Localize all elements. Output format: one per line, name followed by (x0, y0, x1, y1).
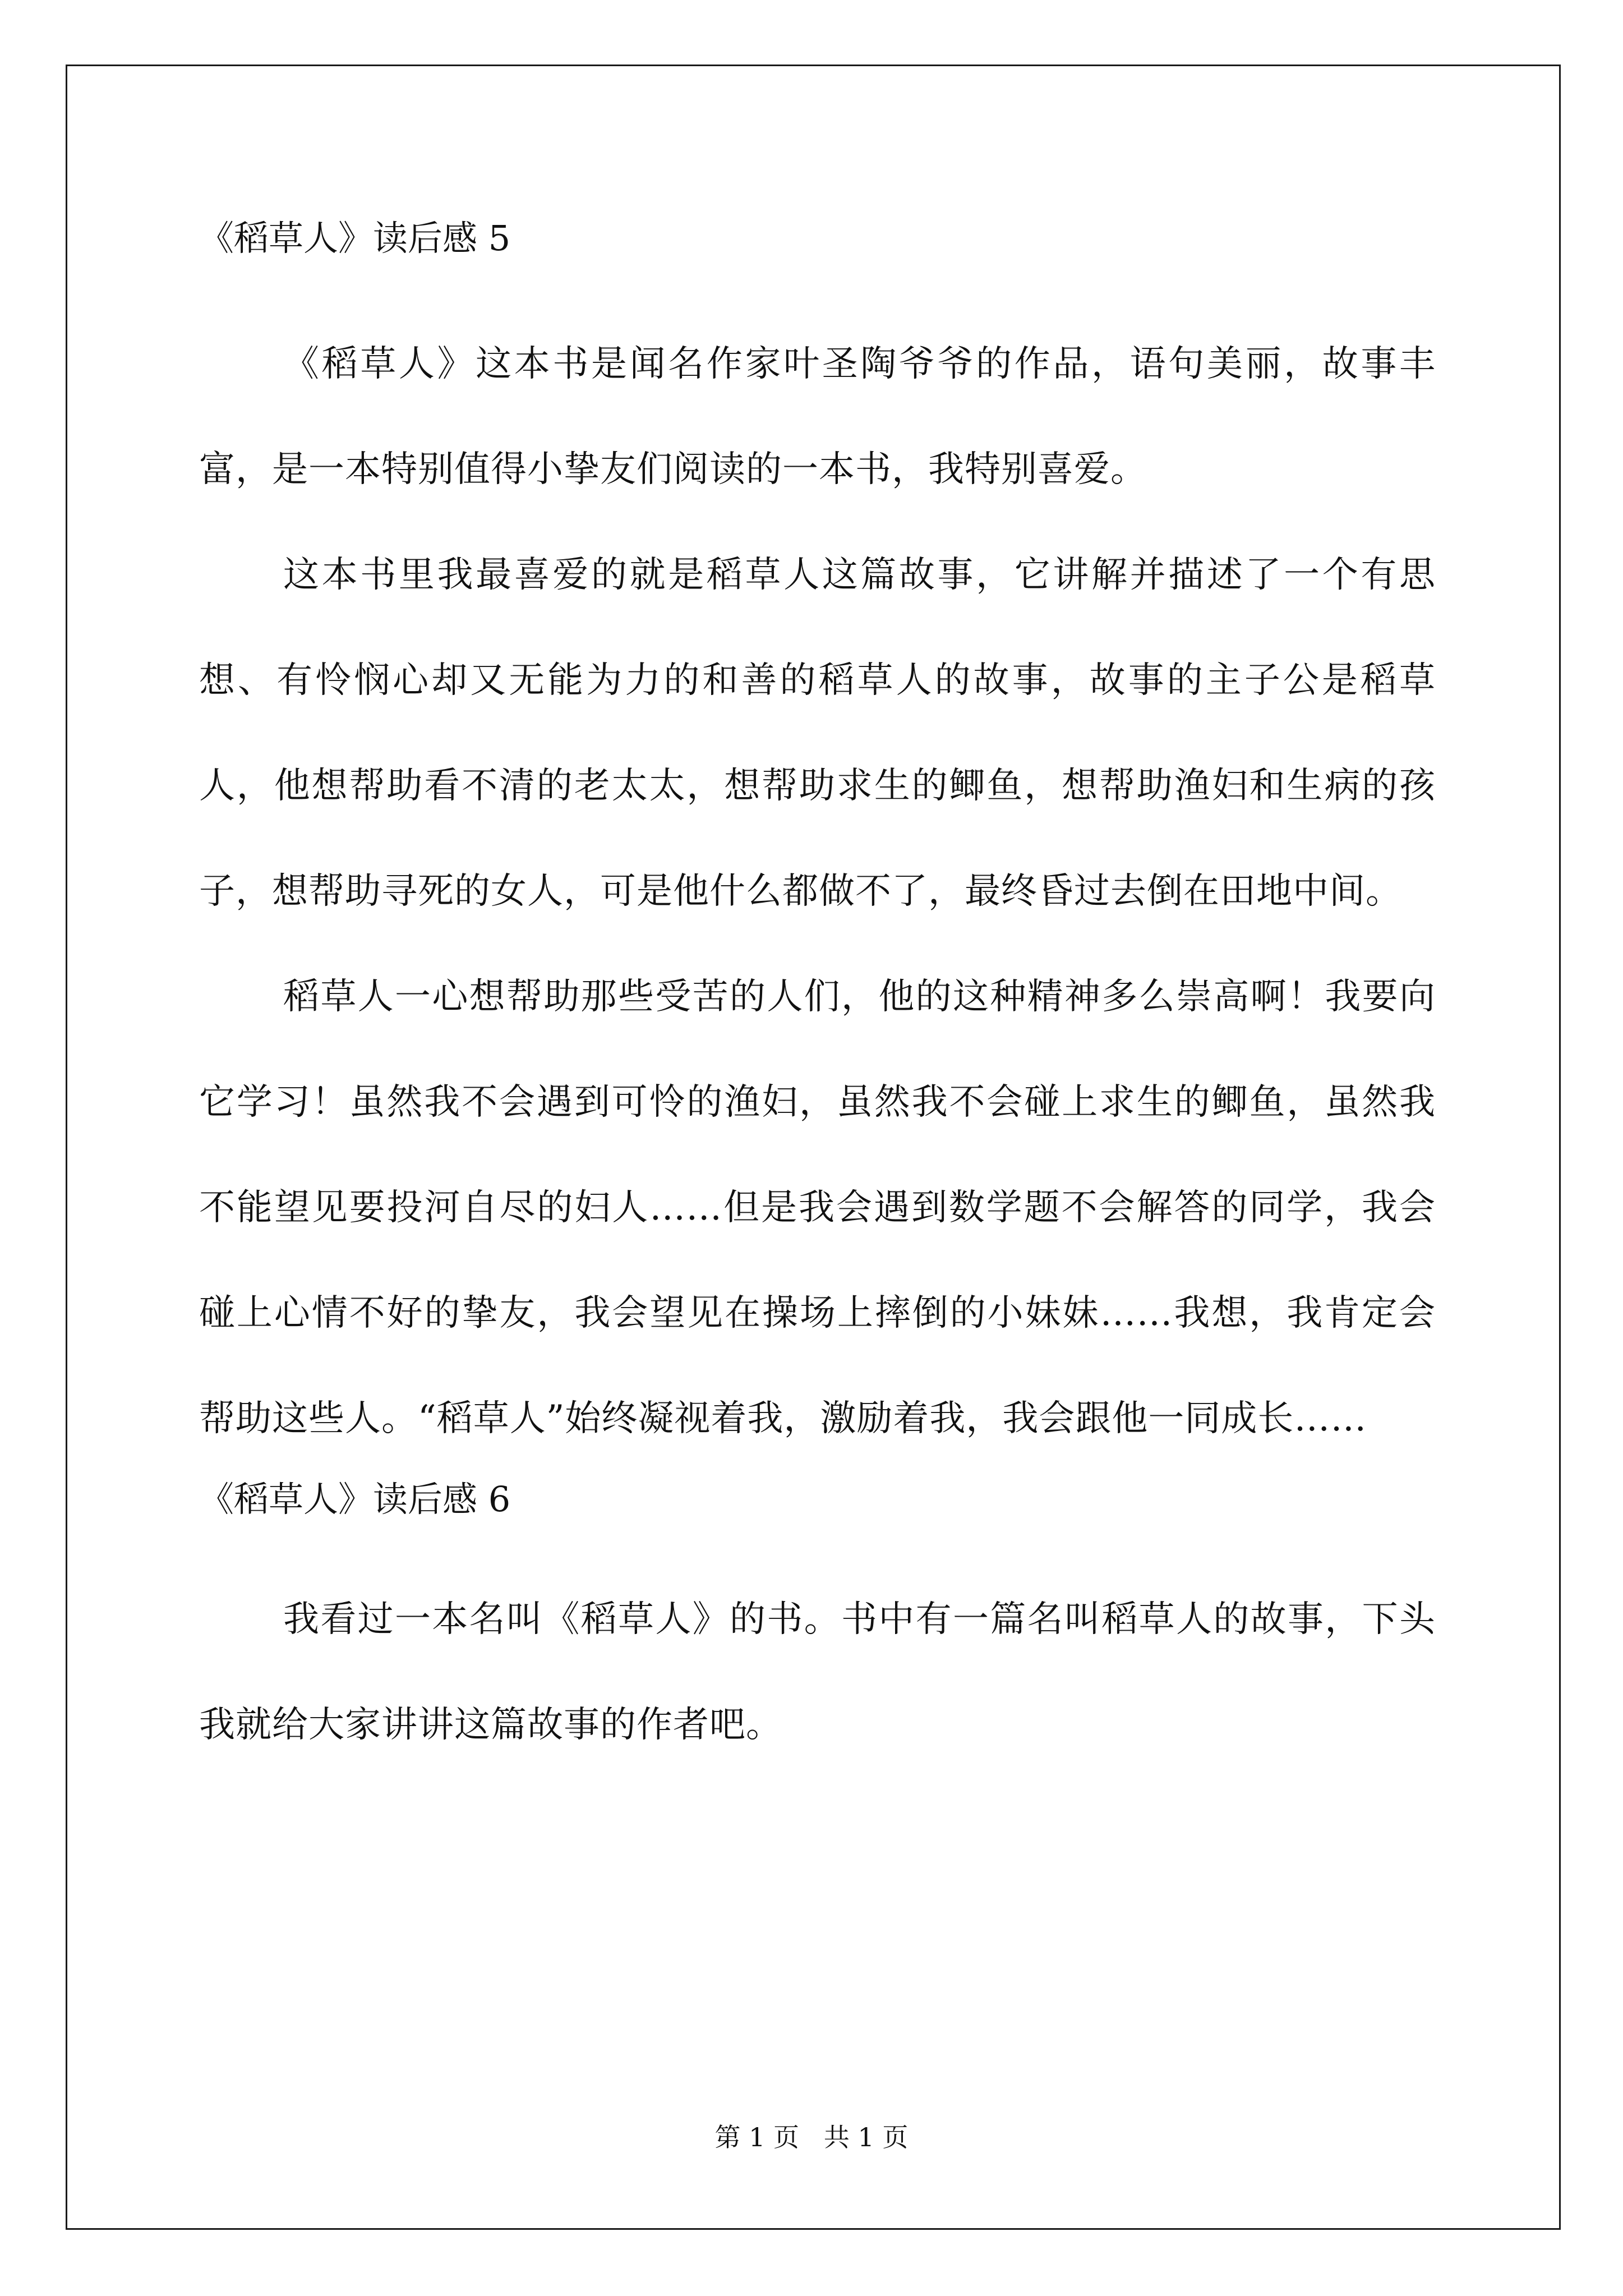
section-essay-5 (199, 210, 1436, 1471)
paragraph: 这本书里我最喜爱的就是稻草人这篇故事，它讲解并描述了一个有思想、有怜悯心却又无能为力的和善的稻草人的故事，故事的主子公是稻草人，他想帮助看不清的老太太，想帮助求生的鲫鱼，想帮助渔妇和生病的孩子，想帮助寻死的女人，可是他什么都做不了，最终昏过去倒在田地中间。 (199, 554, 1436, 912)
section-heading: 《稻草人》读后感 6 (199, 1479, 511, 1520)
document-body (199, 210, 1436, 1778)
paragraph: 我看过一本名叫《稻草人》的书。书中有一篇名叫稻草人的故事，下头我就给大家讲讲这篇故事的作者吧。 (199, 1599, 1436, 1746)
paragraph: 稻草人一心想帮助那些受苦的人们，他的这种精神多么崇高啊！我要向它学习！虽然我不会遇到可怜的渔妇，虽然我不会碰上求生的鲫鱼，虽然我不能望见要投河自尽的妇人……但是我会遇到数学题不会解答的同学，我会碰上心情不好的挚友，我会望见在操场上摔倒的小妹妹……我想，我肯定会帮助这些人。“稻草人”始终凝视着我，激励着我，我会跟他一同成长…… (199, 976, 1436, 1439)
section-essay-6 (199, 1471, 1436, 1778)
section-heading: 《稻草人》读后感 5 (199, 218, 511, 259)
paragraph: 《稻草人》这本书是闻名作家叶圣陶爷爷的作品，语句美丽，故事丰富，是一本特别值得小挚友们阅读的一本书，我特别喜爱。 (199, 343, 1436, 490)
page-footer: 第 1 页 共 1 页 (714, 2122, 909, 2152)
